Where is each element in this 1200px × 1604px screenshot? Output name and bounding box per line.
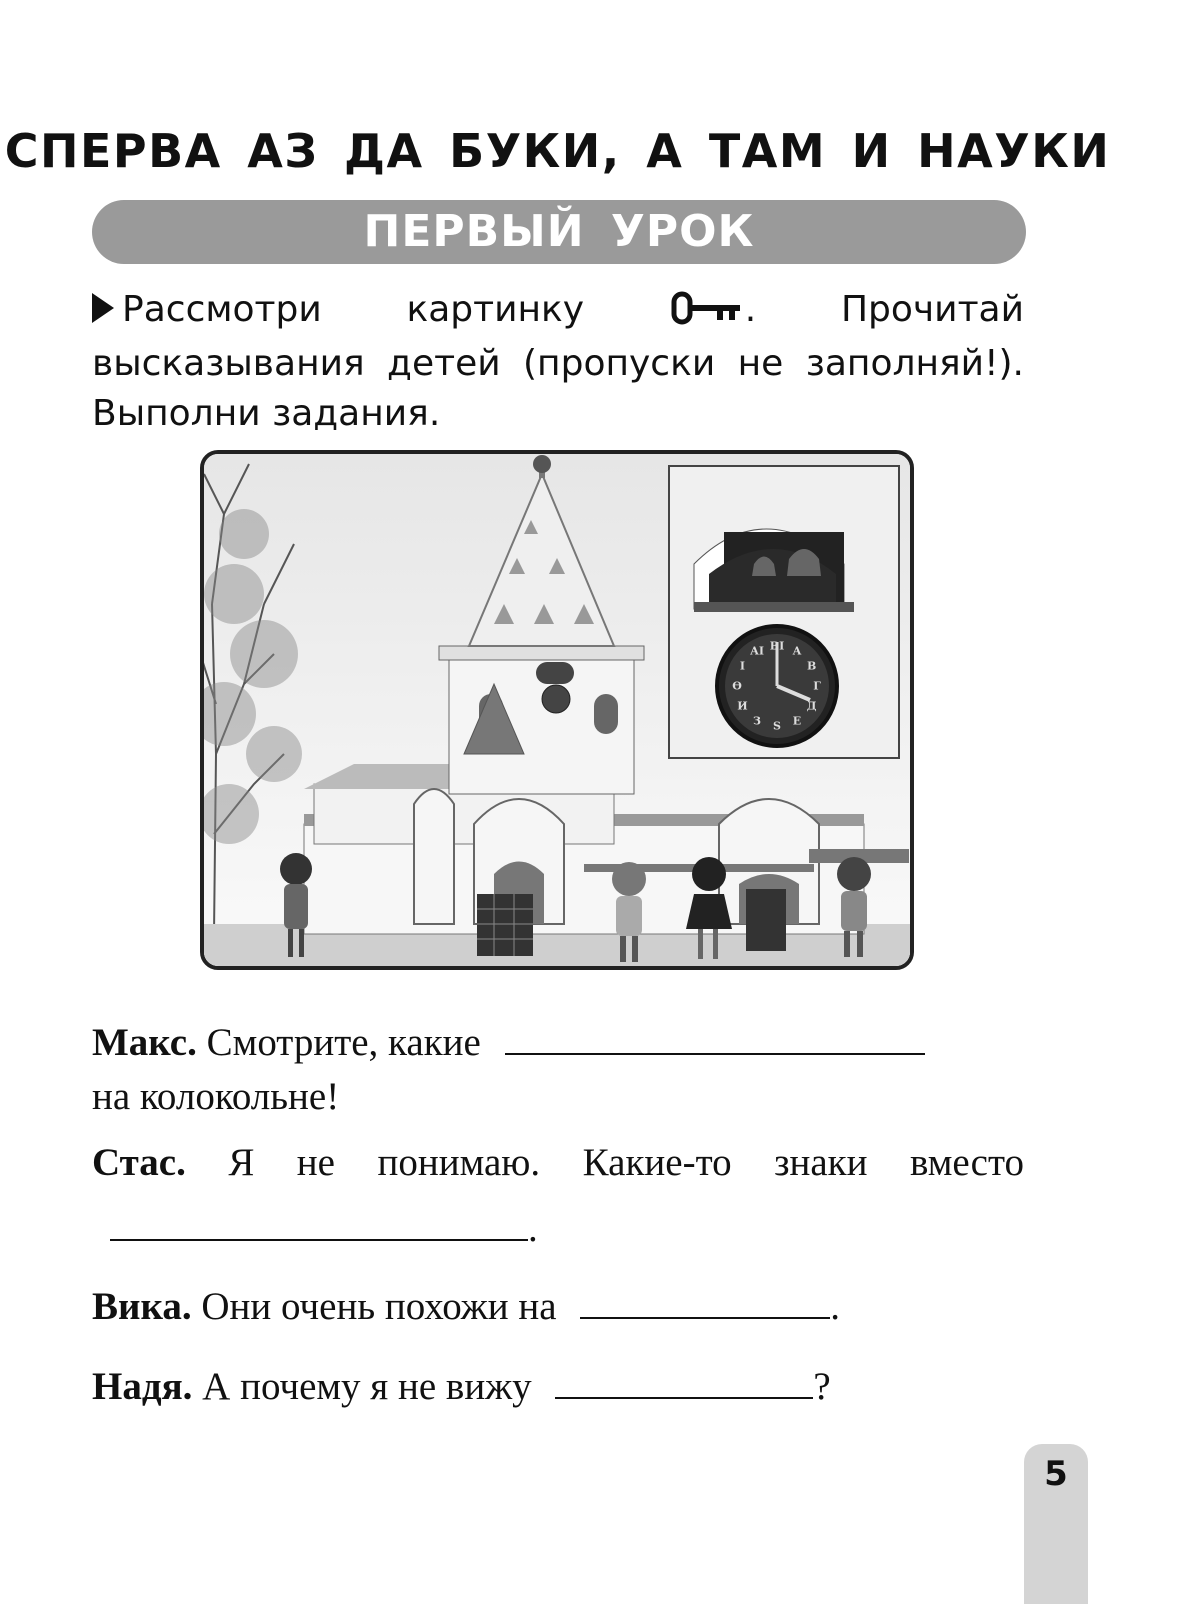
lesson-banner <box>92 200 1026 264</box>
line-text-after: . <box>830 1285 841 1328</box>
chapter-title: СПЕРВА АЗ ДА БУКИ, А ТАМ И НАУКИ <box>4 124 1111 178</box>
speaker-name: Макс. <box>92 1021 197 1064</box>
speaker-name: Стас. <box>92 1141 186 1184</box>
speaker-name: Надя. <box>92 1365 193 1408</box>
dialogue-line-vika <box>92 1280 1024 1334</box>
dialogue-line-nadya <box>92 1360 1024 1414</box>
line-text-after: на колокольне! <box>92 1075 340 1118</box>
page-number-tab <box>1024 1444 1088 1604</box>
answer-blank[interactable] <box>505 1053 925 1055</box>
line-text-before: Смотрите, какие <box>206 1021 481 1064</box>
clock-dial-letter: Е <box>792 714 802 728</box>
instruction-text-end: . Прочитай высказывания детей (пропуски не заполняй!). Выполни задания. <box>92 289 1024 434</box>
line-text-before: Я не понимаю. Какие-то знаки вместо <box>228 1141 1025 1184</box>
clock-inset <box>669 466 899 758</box>
line-text-before: Они очень похожи на <box>201 1285 557 1328</box>
instruction-text-start: Рассмотри картинку <box>122 289 585 330</box>
line-text-before: А почему я не вижу <box>202 1365 532 1408</box>
play-arrow-icon <box>92 293 114 323</box>
clock-dial-letter: Г <box>813 679 821 693</box>
lesson-title: ПЕРВЫЙ УРОК <box>363 206 755 257</box>
clock-dial-letter: Д <box>806 699 817 713</box>
answer-blank[interactable] <box>580 1317 830 1319</box>
answer-blank[interactable] <box>555 1397 813 1399</box>
clock-dial-letter: І <box>739 659 745 673</box>
speaker-name: Вика. <box>92 1285 192 1328</box>
clock-dial-letter: ВІ <box>769 639 785 653</box>
dialogue-line-maks <box>92 1016 1024 1124</box>
kremlin-photo <box>200 450 914 970</box>
clock-dial-letter: И <box>737 699 748 713</box>
clock-dial-letter: АІ <box>749 644 765 658</box>
clock-dial-letter: А <box>792 644 802 658</box>
page-number: 5 <box>1044 1454 1068 1494</box>
clock-dial-letter: Ѳ <box>732 679 742 693</box>
task-instruction <box>92 285 1024 439</box>
key-icon <box>671 289 743 339</box>
clock-dial-letter: S <box>773 719 781 733</box>
clock-dial-letter: В <box>806 659 817 673</box>
dialogue-line-stas <box>92 1130 1024 1262</box>
answer-blank[interactable] <box>110 1239 528 1241</box>
line-text-after: . <box>528 1207 538 1250</box>
clock-dial-letter: З <box>753 714 761 728</box>
line-text-after: ? <box>813 1365 831 1408</box>
